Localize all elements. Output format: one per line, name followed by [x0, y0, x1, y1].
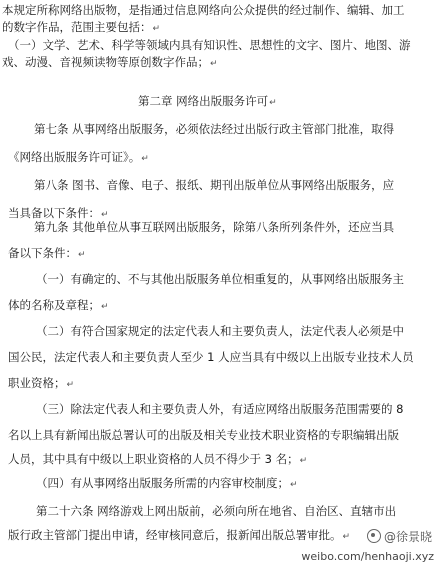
text-line: 的数字作品，范围主要包括：↵ — [2, 20, 161, 34]
text-line: 当具备以下条件：↵ — [8, 206, 109, 220]
paragraph-mark: ↵ — [101, 210, 109, 220]
text-line: 名以上具有新闻出版总署认可的出版及相关专业技术职业资格的专职编辑出版 — [8, 428, 399, 442]
text-line: （四）有从事网络出版服务所需的内容审校制度；↵ — [36, 476, 298, 490]
paragraph-mark: ↵ — [290, 480, 298, 490]
text-line: 第七条 从事网络出版服务，必须依法经过出版行政主管部门批准，取得 — [34, 122, 395, 136]
paragraph-mark: ↵ — [141, 154, 149, 164]
paragraph-mark: ↵ — [342, 532, 351, 542]
text-line: 戏、动漫、音视频读物等原创数字作品；↵ — [2, 55, 218, 69]
text-line: （三）除法定代表人和主要负责人外，有适应网络出版服务范围需要的 8 — [36, 402, 404, 416]
text-line: 人员，其中具有中级以上职业资格的人员不得少于 3 名；↵ — [8, 452, 308, 466]
text-line: 体的名称及章程；↵ — [8, 298, 109, 312]
weibo-logo-icon — [367, 529, 381, 543]
paragraph-mark: ↵ — [152, 24, 161, 34]
text-line: 第八条 图书、音像、电子、报纸、期刊出版单位从事网络出版服务，应 — [34, 178, 395, 192]
text-line: 职业资格；↵ — [8, 376, 75, 390]
text-line: （一）文学、艺术、科学等领域内具有知识性、思想性的文字、图片、地图、游 — [8, 38, 411, 52]
paragraph-mark: ↵ — [299, 456, 308, 466]
paragraph-mark: ↵ — [269, 98, 277, 108]
paragraph-mark: ↵ — [78, 250, 86, 260]
text-line: 备以下条件：↵ — [8, 246, 86, 260]
watermark-url: weibo.com/henhaoji.xyz — [301, 550, 434, 563]
text-line: 《网络出版服务许可证》。↵ — [8, 150, 149, 164]
paragraph-mark: ↵ — [101, 302, 109, 312]
text-line: （一）有确定的、不与其他出版服务单位相重复的，从事网络出版服务主 — [36, 272, 404, 286]
text-line: 第九条 其他单位从事互联网出版服务，除第八条所列条件外，还应当具 — [34, 220, 395, 234]
paragraph-mark: ↵ — [210, 59, 218, 69]
text-line: 版行政主管部门提出申请，经审核同意后，报新闻出版总署审批。↵ — [8, 528, 351, 542]
text-line: 第二十六条 网络游戏上网出版前，必须向所在地省、自治区、直辖市出 — [36, 504, 397, 518]
watermark-handle: @徐景晓 — [367, 528, 432, 545]
paragraph-mark: ↵ — [66, 380, 75, 390]
text-line: （二）有符合国家规定的法定代表人和主要负责人，法定代表人必须是中 — [36, 324, 404, 338]
text-line: 本规定所称网络出版物，是指通过信息网络向公众提供的经过制作、编辑、加工 — [2, 3, 405, 17]
chapter-heading: 第二章 网络出版服务许可↵ — [138, 94, 277, 108]
text-line: 国公民，法定代表人和主要负责人至少 1 人应当具有中级以上出版专业技术人员 — [8, 350, 414, 364]
